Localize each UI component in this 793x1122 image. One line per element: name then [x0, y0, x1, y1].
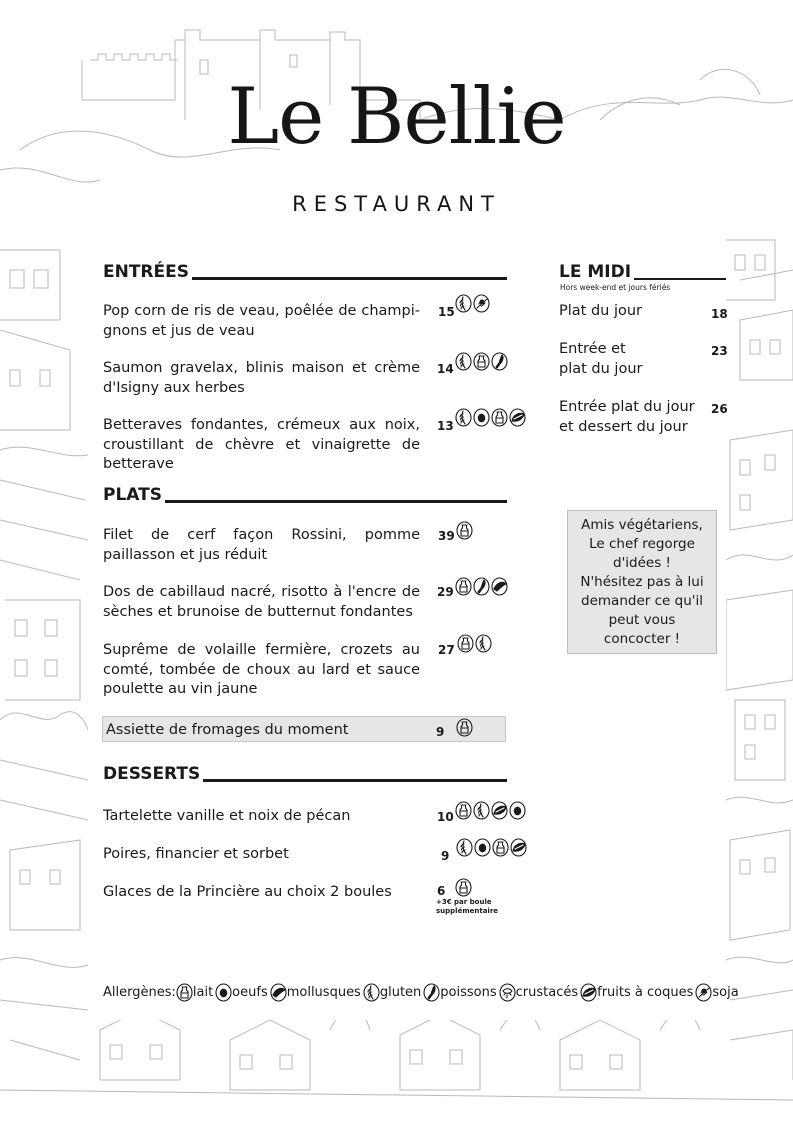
fruits-a-coques-icon [510, 838, 527, 857]
note-line: peut vous [608, 612, 676, 628]
note-line: Le chef regorge [589, 536, 695, 552]
dish-price: 13 [437, 419, 454, 433]
dish-price: 27 [438, 643, 455, 657]
section-plats-header [103, 487, 507, 504]
lait-icon [455, 801, 472, 820]
legend-text: lait [192, 985, 214, 1000]
divider [203, 779, 507, 782]
mollusques-icon [491, 577, 508, 596]
lait-icon [491, 408, 508, 427]
dish-price: 15 [438, 305, 455, 319]
poissons-icon [491, 352, 508, 371]
dish-price: 10 [437, 810, 454, 824]
allergen-icons [457, 634, 492, 653]
legend-text: poissons [440, 985, 497, 1000]
allergen-icons [455, 577, 508, 596]
poissons-icon [473, 577, 490, 596]
midi-item-price: 18 [711, 307, 728, 321]
midi-item-price: 26 [711, 402, 728, 416]
lait-icon [457, 634, 474, 653]
gluten-icon [363, 983, 380, 1002]
fruits-a-coques-icon [491, 801, 508, 820]
oeufs-icon [215, 983, 232, 1002]
allergen-icons [455, 801, 526, 820]
midi-subtitle: Hors week-end et jours fériés [560, 283, 671, 292]
dish-price: 29 [437, 585, 454, 599]
dish-name: Filet de cerf façon Rossini, pomme paillasson et jus réduit [103, 527, 420, 563]
dish-price: 9 [436, 725, 445, 739]
dish-name: Glaces de la Princière au choix 2 boules [103, 884, 392, 900]
dish-price: 39 [438, 529, 455, 543]
midi-item-name: Plat du jour [559, 303, 643, 319]
dish-name: Betteraves fondantes, crémeux aux noix, croustillant de chèvre et vinaigrette de betterave [103, 417, 420, 472]
dish-name: Saumon gravelax, blinis maison et crème d'Isigny aux herbes [103, 360, 420, 396]
crustaces-icon [499, 983, 516, 1002]
dish-name: Tartelette vanille et noix de pécan [103, 808, 351, 824]
oeufs-icon [473, 408, 490, 427]
legend-text: oeufs [232, 985, 268, 1000]
divider [165, 500, 507, 503]
lait-icon [455, 878, 472, 897]
midi-item-price: 23 [711, 344, 728, 358]
mollusques-icon [270, 983, 287, 1002]
section-title: PLATS [103, 485, 162, 505]
allergen-icons [455, 352, 508, 371]
section-title: ENTRÉES [103, 262, 189, 282]
legend-text: gluten [379, 985, 422, 1000]
lait-icon [455, 577, 472, 596]
fruits-a-coques-icon [580, 983, 597, 1002]
note-line: d'idées ! [613, 555, 671, 571]
dish-name: Pop corn de ris de veau, poêlée de champi-gnons et jus de veau [103, 303, 420, 339]
extra-scoop-note: +3€ par boule supplémentaire [436, 898, 499, 915]
dish-name: Dos de cabillaud nacré, risotto à l'encre de sèches et brunoise de butternut fondantes [103, 584, 420, 620]
restaurant-name: Le Bellie [227, 72, 566, 162]
section-title: LE MIDI [559, 262, 632, 282]
allergen-icons [456, 838, 527, 857]
note-line: N'hésitez pas à lui [580, 574, 704, 590]
gluten-icon [473, 801, 490, 820]
lait-icon [456, 718, 473, 737]
restaurant-subtitle: RESTAURANT [292, 192, 501, 216]
fruits-a-coques-icon [509, 408, 526, 427]
note-line: Amis végétariens, [581, 517, 703, 533]
note-line: demander ce qu'il [581, 593, 703, 609]
dish-name: Suprême de volaille fermière, crozets au comté, tombée de choux au lard et sauce poulette au vin jaune [103, 642, 420, 697]
allergen-icons [455, 408, 526, 427]
dish-price: 9 [441, 849, 450, 863]
legend-text: fruits à coques [597, 985, 694, 1000]
soja-icon [695, 983, 712, 1002]
gluten-icon [455, 408, 472, 427]
allergen-icons [456, 521, 473, 540]
dish-name: Assiette de fromages du moment [106, 722, 349, 738]
lait-icon [456, 521, 473, 540]
legend-text: mollusques [286, 985, 361, 1000]
midi-item-name: Entrée plat du jour et dessert du jour [559, 399, 695, 435]
dish-name: Poires, financier et sorbet [103, 846, 289, 862]
lait-icon [473, 352, 490, 371]
vegetarian-note [567, 510, 717, 654]
midi-item-name: Entrée et plat du jour [559, 341, 643, 377]
allergen-icons [455, 294, 490, 313]
note-line: concocter ! [603, 631, 681, 647]
section-desserts-header [103, 766, 507, 783]
gluten-icon [456, 838, 473, 857]
section-midi-header [559, 264, 726, 281]
poissons-icon [423, 983, 440, 1002]
dish-price: 14 [437, 362, 454, 376]
legend-label: Allergènes: [103, 985, 176, 1000]
allergen-icons [456, 718, 473, 737]
divider [634, 278, 726, 280]
soja-icon [473, 294, 490, 313]
lait-icon [492, 838, 509, 857]
gluten-icon [455, 352, 472, 371]
oeufs-icon [509, 801, 526, 820]
lait-icon [176, 983, 193, 1002]
legend-text: soja [712, 985, 739, 1000]
dish-price: 6 [437, 884, 446, 898]
divider [192, 277, 507, 280]
gluten-icon [455, 294, 472, 313]
allergen-icons [455, 878, 472, 897]
section-entrees-header [103, 264, 507, 281]
gluten-icon [475, 634, 492, 653]
allergen-legend [103, 983, 741, 1002]
section-title: DESSERTS [103, 764, 201, 784]
legend-text: crustacés [515, 985, 579, 1000]
oeufs-icon [474, 838, 491, 857]
